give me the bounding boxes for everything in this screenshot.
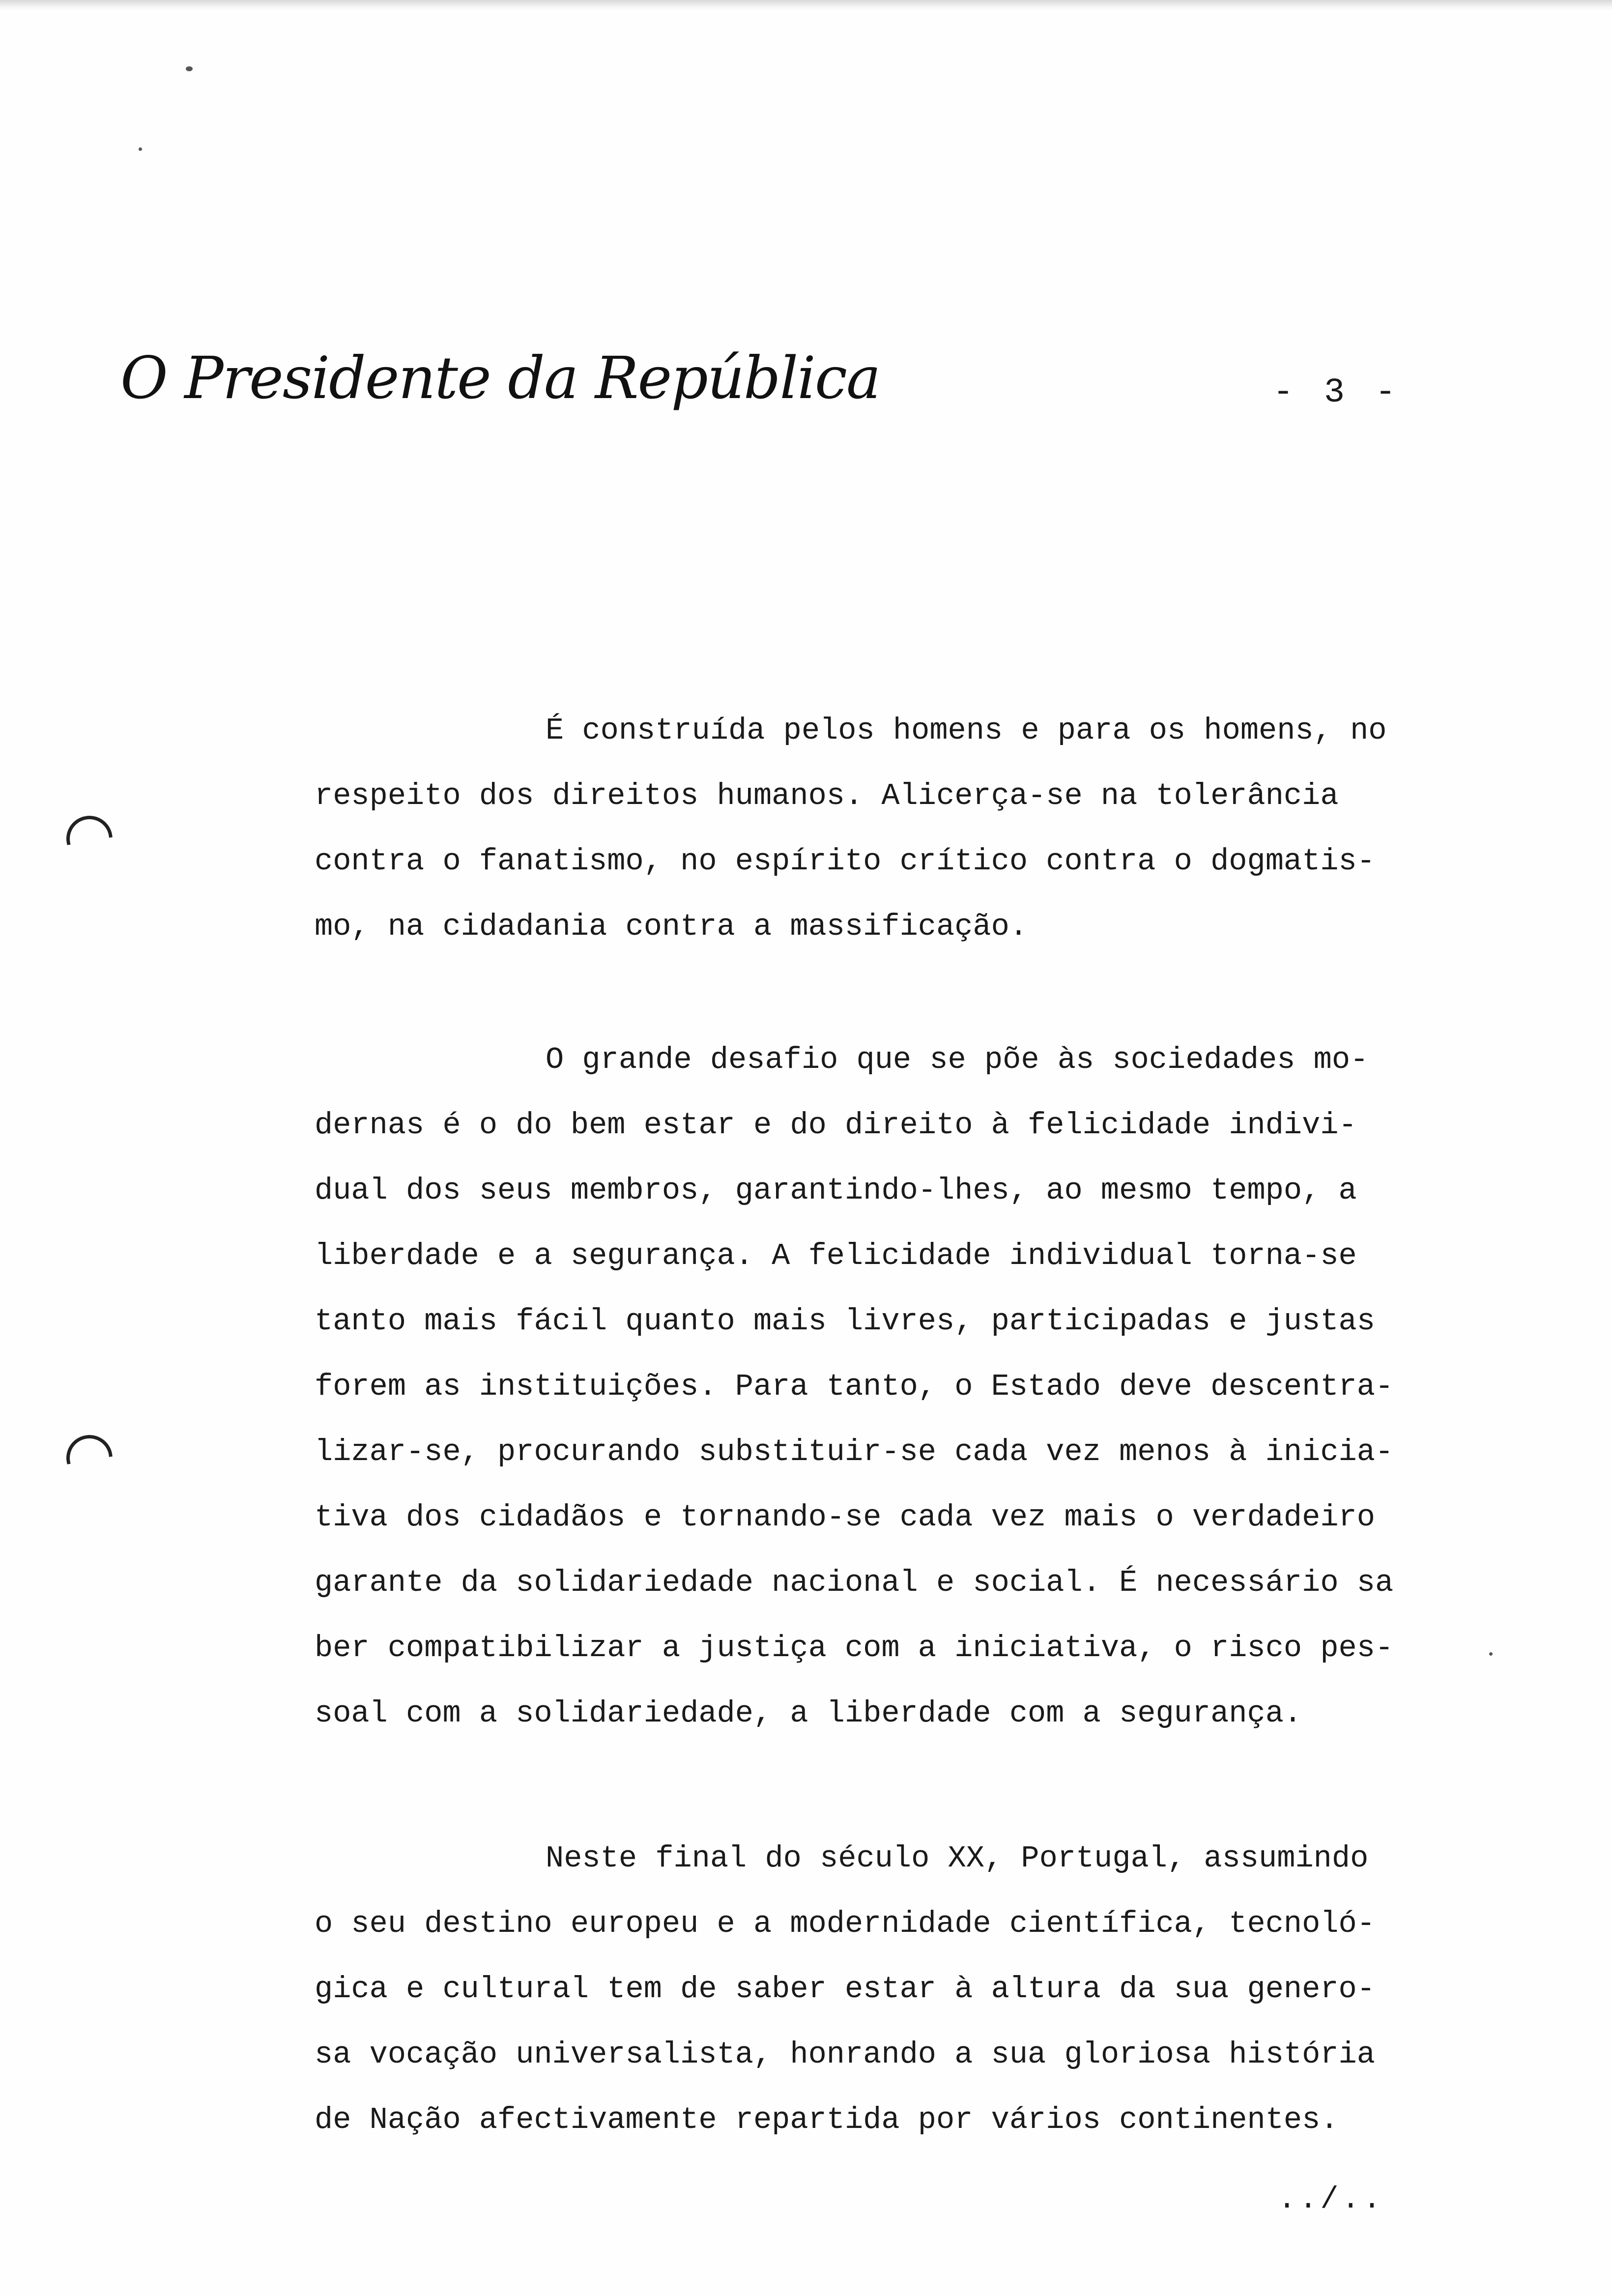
- text-line: de Nação afectivamente repartida por vários continentes.: [315, 2102, 1339, 2137]
- text-line: contra o fanatismo, no espírito crítico contra o dogmatis-: [315, 844, 1375, 879]
- scan-edge-shadow: [0, 0, 1612, 11]
- scan-speck: [139, 147, 142, 151]
- text-line: tanto mais fácil quanto mais livres, participadas e justas: [315, 1304, 1375, 1339]
- text-line: tiva dos cidadãos e tornando-se cada vez mais o verdadeiro: [315, 1500, 1375, 1535]
- text-line: liberdade e a segurança. A felicidade individual torna-se: [315, 1238, 1357, 1273]
- text-line: mo, na cidadania contra a massificação.: [315, 909, 1028, 944]
- text-line: soal com a solidariedade, a liberdade com a segurança.: [315, 1696, 1302, 1731]
- text-line: forem as instituições. Para tanto, o Estado deve descentra-: [315, 1369, 1394, 1404]
- text-line: respeito dos direitos humanos. Alicerça-se na tolerância: [315, 778, 1339, 813]
- text-line: Neste final do século XX, Portugal, assumindo: [546, 1841, 1369, 1876]
- punch-hole-bottom: [63, 1432, 116, 1485]
- punch-hole-top: [63, 812, 116, 866]
- paragraph-2: [315, 1027, 1474, 1746]
- page-number: - 3 -: [1273, 373, 1401, 412]
- scan-speck: [186, 66, 193, 71]
- text-line: ber compatibilizar a justiça com a iniciativa, o risco pes-: [315, 1631, 1394, 1665]
- text-line: lizar-se, procurando substituir-se cada vez menos à inicia-: [315, 1435, 1394, 1469]
- text-line: gica e cultural tem de saber estar à altura da sua genero-: [315, 1972, 1375, 2007]
- text-line: sa vocação universalista, honrando a sua gloriosa história: [315, 2037, 1375, 2072]
- continuation-mark: ../..: [1278, 2182, 1384, 2217]
- text-line: o seu destino europeu e a modernidade científica, tecnoló-: [315, 1906, 1375, 1941]
- text-line: É construída pelos homens e para os homens, no: [546, 713, 1387, 748]
- scan-speck: [1489, 1652, 1493, 1656]
- text-line: garante da solidariedade nacional e social. É necessário sa: [315, 1565, 1394, 1600]
- text-line: dual dos seus membros, garantindo-lhes, ao mesmo tempo, a: [315, 1173, 1357, 1208]
- letterhead-title: O Presidente da República: [120, 344, 880, 412]
- text-line: dernas é o do bem estar e do direito à felicidade indivi-: [315, 1108, 1357, 1143]
- text-line: O grande desafio que se põe às sociedades mo-: [546, 1042, 1369, 1077]
- paragraph-1: [315, 698, 1474, 959]
- paragraph-3: [315, 1826, 1474, 2152]
